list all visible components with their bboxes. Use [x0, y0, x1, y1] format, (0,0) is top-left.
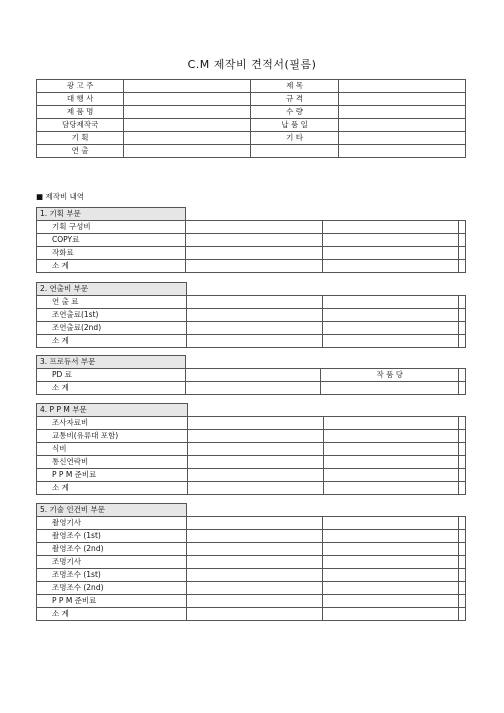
- value-cell[interactable]: [322, 221, 458, 234]
- value-cell[interactable]: [322, 322, 458, 335]
- value-cell[interactable]: [188, 482, 323, 495]
- header-value-cell[interactable]: [124, 106, 251, 119]
- value-cell[interactable]: [322, 260, 458, 273]
- header-info-table: [36, 79, 466, 158]
- table-row: [37, 517, 466, 530]
- value-cell[interactable]: [323, 569, 459, 582]
- value-cell[interactable]: [459, 430, 466, 443]
- item-label: 통신연락비: [37, 456, 188, 469]
- value-cell[interactable]: [187, 543, 323, 556]
- table-row: [37, 309, 466, 322]
- item-label: 소 계: [37, 260, 186, 273]
- item-label: 촬영기사: [37, 517, 187, 530]
- table-row: [37, 530, 466, 543]
- value-cell[interactable]: [323, 430, 458, 443]
- section-title: 3. 프로듀서 부문: [37, 356, 186, 369]
- item-label: 소 계: [37, 335, 187, 348]
- value-cell[interactable]: [459, 221, 466, 234]
- value-cell[interactable]: [323, 595, 459, 608]
- value-cell[interactable]: [187, 296, 323, 309]
- item-label: 조사자료비: [37, 417, 188, 430]
- value-cell[interactable]: [186, 382, 321, 395]
- value-cell[interactable]: [459, 608, 466, 621]
- table-row: [37, 443, 466, 456]
- value-cell[interactable]: [187, 582, 323, 595]
- value-cell[interactable]: [187, 595, 323, 608]
- item-label: P P M 준비료: [37, 595, 187, 608]
- value-cell[interactable]: [188, 430, 323, 443]
- value-cell[interactable]: [459, 517, 466, 530]
- section-title: 4. P P M 부문: [37, 404, 188, 417]
- value-cell[interactable]: [323, 582, 459, 595]
- header-label: 대 행 사: [37, 93, 124, 106]
- value-cell[interactable]: [459, 482, 466, 495]
- note-cell: 작 품 당: [321, 369, 459, 382]
- value-cell[interactable]: [459, 456, 466, 469]
- value-cell[interactable]: [188, 456, 323, 469]
- cost-section-table: [36, 282, 466, 348]
- value-cell[interactable]: [321, 382, 459, 395]
- item-label: 소 계: [37, 482, 188, 495]
- table-row: [37, 595, 466, 608]
- cost-section-table: [36, 503, 466, 621]
- header-label: [251, 145, 338, 158]
- value-cell[interactable]: [322, 335, 458, 348]
- value-cell[interactable]: [187, 309, 323, 322]
- value-cell[interactable]: [459, 556, 466, 569]
- value-cell[interactable]: [459, 247, 466, 260]
- cost-section-table: [36, 207, 466, 273]
- header-label: 기 획: [37, 132, 124, 145]
- table-row: [37, 234, 466, 247]
- value-cell[interactable]: [459, 296, 466, 309]
- item-label: 조명기사: [37, 556, 187, 569]
- section-title: 1. 기획 부문: [37, 208, 186, 221]
- value-cell[interactable]: [187, 517, 323, 530]
- table-row: [37, 382, 466, 395]
- value-cell[interactable]: [459, 469, 466, 482]
- value-cell[interactable]: [459, 322, 466, 335]
- value-cell[interactable]: [459, 443, 466, 456]
- value-cell[interactable]: [187, 335, 323, 348]
- item-label: 촬영조수 (1st): [37, 530, 187, 543]
- item-label: PD 료: [37, 369, 186, 382]
- header-value-cell[interactable]: [338, 106, 465, 119]
- header-label: 제 품 명: [37, 106, 124, 119]
- table-row: [37, 369, 466, 382]
- item-label: 소 계: [37, 608, 187, 621]
- header-row: [37, 145, 466, 158]
- value-cell[interactable]: [188, 417, 323, 430]
- value-cell[interactable]: [459, 382, 466, 395]
- section-heading: ■ 제작비 내역: [36, 192, 85, 201]
- table-row: [37, 417, 466, 430]
- value-cell[interactable]: [186, 247, 322, 260]
- table-row: [37, 456, 466, 469]
- header-row: [37, 106, 466, 119]
- value-cell[interactable]: [322, 296, 458, 309]
- table-row: [37, 221, 466, 234]
- header-value-cell[interactable]: [338, 93, 465, 106]
- value-cell[interactable]: [459, 309, 466, 322]
- value-cell[interactable]: [323, 517, 459, 530]
- value-cell[interactable]: [459, 582, 466, 595]
- cost-section-table: [36, 355, 466, 395]
- header-label: 납 품 일: [251, 119, 338, 132]
- header-label: 규 격: [251, 93, 338, 106]
- value-cell[interactable]: [323, 608, 459, 621]
- value-cell[interactable]: [188, 469, 323, 482]
- value-cell[interactable]: [186, 221, 322, 234]
- item-label: COPY료: [37, 234, 186, 247]
- value-cell[interactable]: [322, 309, 458, 322]
- value-cell[interactable]: [186, 234, 322, 247]
- header-value-cell[interactable]: [124, 119, 251, 132]
- item-label: 교통비(유류대 포함): [37, 430, 188, 443]
- header-label: 수 량: [251, 106, 338, 119]
- table-row: [37, 543, 466, 556]
- value-cell[interactable]: [459, 569, 466, 582]
- value-cell[interactable]: [187, 530, 323, 543]
- value-cell[interactable]: [323, 556, 459, 569]
- item-label: 소 계: [37, 382, 186, 395]
- header-value-cell[interactable]: [338, 80, 465, 93]
- header-value-cell[interactable]: [338, 145, 465, 158]
- header-value-cell[interactable]: [124, 93, 251, 106]
- value-cell[interactable]: [459, 543, 466, 556]
- value-cell[interactable]: [188, 443, 323, 456]
- value-cell[interactable]: [322, 234, 458, 247]
- table-row: [37, 260, 466, 273]
- table-row: [37, 430, 466, 443]
- value-cell[interactable]: [323, 417, 458, 430]
- value-cell[interactable]: [186, 260, 322, 273]
- value-cell[interactable]: [323, 443, 458, 456]
- header-row: [37, 93, 466, 106]
- item-label: 조연출료(2nd): [37, 322, 187, 335]
- value-cell[interactable]: [187, 322, 323, 335]
- table-row: [37, 335, 466, 348]
- header-label: 담당제작국: [37, 119, 124, 132]
- value-cell[interactable]: [459, 260, 466, 273]
- header-row: [37, 132, 466, 145]
- item-label: 촬영조수 (2nd): [37, 543, 187, 556]
- value-cell[interactable]: [186, 369, 321, 382]
- value-cell[interactable]: [323, 530, 459, 543]
- value-cell[interactable]: [459, 417, 466, 430]
- table-row: [37, 608, 466, 621]
- item-label: 식비: [37, 443, 188, 456]
- value-cell[interactable]: [187, 569, 323, 582]
- value-cell[interactable]: [459, 595, 466, 608]
- table-row: [37, 322, 466, 335]
- value-cell[interactable]: [323, 482, 458, 495]
- header-value-cell[interactable]: [338, 132, 465, 145]
- value-cell[interactable]: [323, 543, 459, 556]
- header-value-cell[interactable]: [124, 132, 251, 145]
- header-label: 제 목: [251, 80, 338, 93]
- table-row: [37, 482, 466, 495]
- item-label: 연 출 료: [37, 296, 187, 309]
- header-value-cell[interactable]: [124, 145, 251, 158]
- header-label: 연 출: [37, 145, 124, 158]
- header-value-cell[interactable]: [338, 119, 465, 132]
- header-row: [37, 119, 466, 132]
- table-row: [37, 247, 466, 260]
- table-row: [37, 582, 466, 595]
- item-label: P P M 준비료: [37, 469, 188, 482]
- header-label: 기 타: [251, 132, 338, 145]
- table-row: [37, 569, 466, 582]
- value-cell[interactable]: [459, 234, 466, 247]
- table-row: [37, 556, 466, 569]
- table-row: [37, 469, 466, 482]
- item-label: 조연출료(1st): [37, 309, 187, 322]
- value-cell[interactable]: [459, 335, 466, 348]
- section-title: 5. 기술 인건비 부문: [37, 504, 187, 517]
- item-label: 작화료: [37, 247, 186, 260]
- value-cell[interactable]: [459, 530, 466, 543]
- value-cell[interactable]: [459, 369, 466, 382]
- section-title: 2. 연출비 부문: [37, 283, 187, 296]
- item-label: 조명조수 (2nd): [37, 582, 187, 595]
- item-label: 조명조수 (1st): [37, 569, 187, 582]
- cost-section-table: [36, 403, 466, 495]
- value-cell[interactable]: [187, 556, 323, 569]
- value-cell[interactable]: [187, 608, 323, 621]
- header-row: [37, 80, 466, 93]
- header-label: 광 고 주: [37, 80, 124, 93]
- table-row: [37, 296, 466, 309]
- header-value-cell[interactable]: [124, 80, 251, 93]
- value-cell[interactable]: [323, 469, 458, 482]
- page-title: C.M 제작비 견적서(필름): [187, 58, 317, 71]
- value-cell[interactable]: [323, 456, 458, 469]
- value-cell[interactable]: [322, 247, 458, 260]
- item-label: 기획 구성비: [37, 221, 186, 234]
